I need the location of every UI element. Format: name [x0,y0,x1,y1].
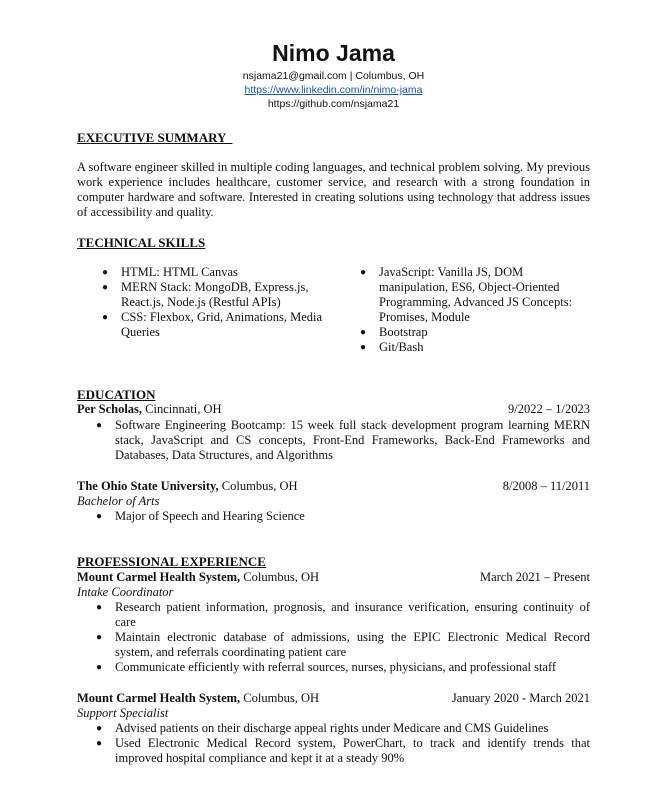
list-item: ● Advised patients on their discharge appeal rights under Medicare and CMS Guidelines [96,721,590,736]
experience-dates: January 2020 - March 2021 [451,691,590,705]
skills-right-list [360,265,592,355]
list-item: ● MERN Stack: MongoDB, Express.js, React.js, Node.js (Restful APIs) [102,280,330,310]
summary-heading: EXECUTIVE SUMMARY [77,130,233,145]
skills-left-list [102,265,330,340]
list-item: ● HTML: HTML Canvas [102,265,330,280]
employer-name: Mount Carmel Health System, [77,570,241,584]
education-bullets [96,418,590,463]
candidate-name: Nimo Jama [272,40,395,66]
degree-title: Bachelor of Arts [77,494,160,508]
school-location: Columbus, OH [218,479,298,493]
education-dates: 8/2008 – 11/2011 [502,479,590,493]
linkedin-line [0,84,667,97]
experience-bullets [96,600,590,675]
list-item: ● Git/Bash [360,340,592,355]
list-item: ● Bootstrap [360,325,592,340]
school-name: The Ohio State University, [77,479,219,493]
github-line[interactable]: https://github.com/nsjama21 [267,98,400,110]
employer-location: Columbus, OH [240,570,319,584]
experience-heading: PROFESSIONAL EXPERIENCE [77,554,266,569]
employer-name: Mount Carmel Health System, [77,691,241,705]
school-location: Cincinnati, OH [142,402,222,416]
list-item: ● Communicate efficiently with referral sources, nurses, physicians, and professional staff [96,660,590,675]
employer-location: Columbus, OH [240,691,319,705]
education-bullets [96,509,590,524]
job-title: Support Specialist [77,706,169,720]
experience-entry-header [77,570,590,585]
list-item: ● JavaScript: Vanilla JS, DOM manipulation, ES6, Object-Oriented Programming, Advanced JS Concepts: Promises, Module [360,265,592,325]
contact-line: nsjama21@gmail.com | Columbus, OH [242,70,425,82]
list-item: ● CSS: Flexbox, Grid, Animations, Media Queries [102,310,330,340]
experience-entry-header [77,691,590,706]
education-entry-header [77,402,590,417]
skills-heading: TECHNICAL SKILLS [77,235,206,250]
school-name: Per Scholas, [77,402,143,416]
education-heading: EDUCATION [77,387,156,402]
list-item: ● Used Electronic Medical Record system, PowerChart, to track and identify trends that improved hospital compliance and kept it at a steady 90% [96,736,590,766]
list-item: ● Software Engineering Bootcamp: 15 week full stack development program learning MERN stack, JavaScript and CS concepts, Front-End Frameworks, Back-End Frameworks and Databases, Data Structures, and Algorithms [96,418,590,463]
experience-bullets [96,721,590,766]
job-title: Intake Coordinator [77,585,174,599]
list-item: ● Maintain electronic database of admissions, using the EPIC Electronic Medical Record system, and referrals coordinating patient care [96,630,590,660]
education-dates: 9/2022 – 1/2023 [508,402,590,416]
linkedin-link[interactable]: https://www.linkedin.com/in/nimo-jama [244,84,423,96]
list-item: ● Major of Speech and Hearing Science [96,509,590,524]
summary-text: A software engineer skilled in multiple coding languages, and technical problem solving. My previous work experience includes healthcare, customer service, and research with a strong foundation in computer hardware and software. Interested in creating solutions using technology that address issues of accessibility and quality. [77,160,590,219]
education-entry-header [77,479,590,494]
list-item: ● Research patient information, prognosis, and insurance verification, ensuring continuity of care [96,600,590,630]
experience-dates: March 2021 – Present [479,570,590,584]
